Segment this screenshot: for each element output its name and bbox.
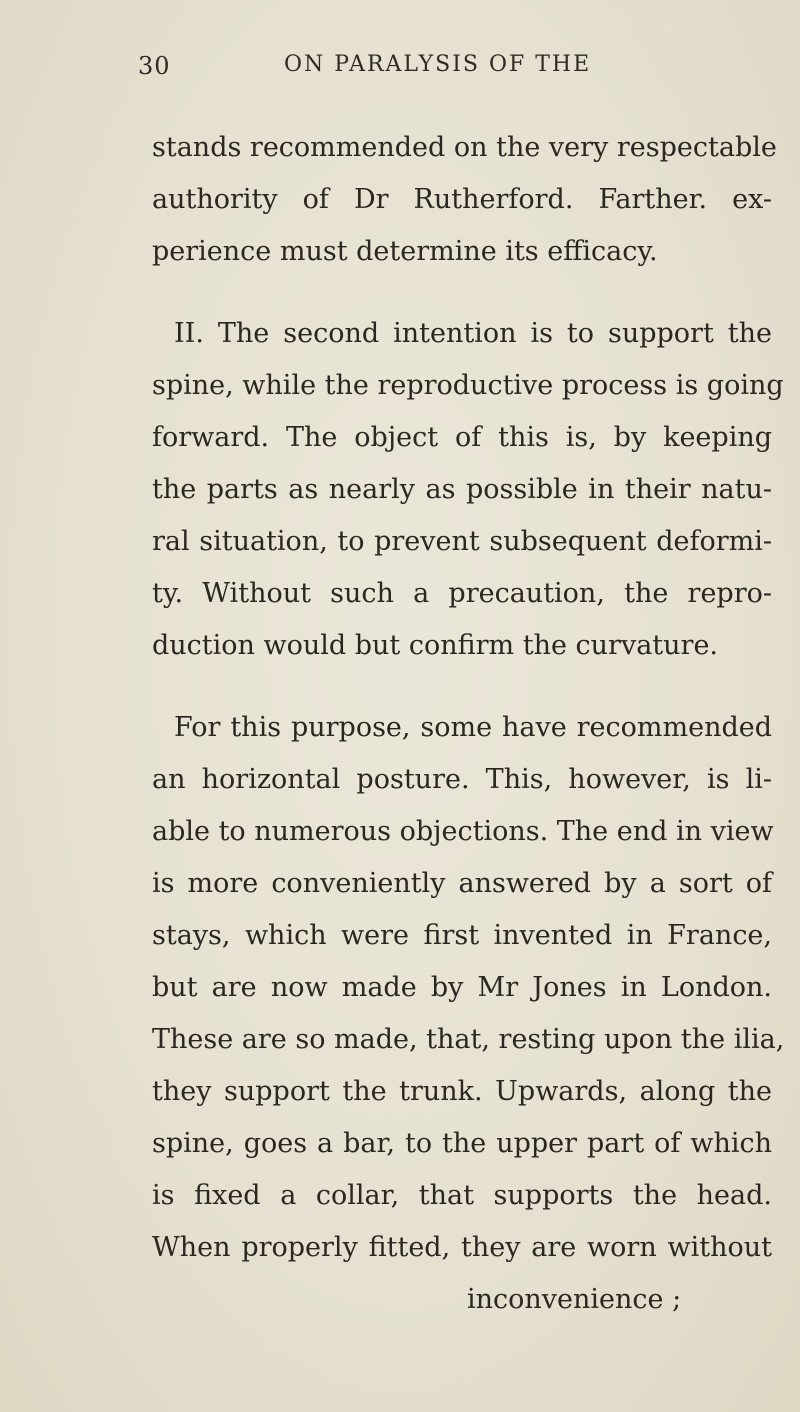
text-line: perience must determine its efficacy. bbox=[152, 236, 658, 267]
text-line: stays, which were first invented in France, bbox=[152, 920, 772, 951]
text-line: is more conveniently answered by a sort of bbox=[152, 868, 772, 899]
text-line: spine, while the reproductive process is going bbox=[152, 370, 784, 401]
text-line: forward. The object of this is, by keeping bbox=[152, 422, 772, 453]
text-line: able to numerous objections. The end in view bbox=[152, 816, 774, 847]
text-line: is fixed a collar, that supports the head. bbox=[152, 1180, 772, 1211]
paragraph-1 bbox=[152, 122, 777, 278]
text-line: ral situation, to prevent subsequent deformi- bbox=[152, 526, 772, 557]
paragraph-3 bbox=[152, 702, 785, 1326]
text-line: the parts as nearly as possible in their natu- bbox=[152, 474, 772, 505]
text-line: These are so made, that, resting upon the ilia, bbox=[152, 1024, 785, 1055]
text-line: they support the trunk. Upwards, along the bbox=[152, 1076, 772, 1107]
text-line: but are now made by Mr Jones in London. bbox=[152, 972, 772, 1003]
text-line: inconvenience ; bbox=[467, 1284, 682, 1315]
text-line: For this purpose, some have recommended bbox=[174, 712, 772, 743]
text-line: an horizontal posture. This, however, is li- bbox=[152, 764, 772, 795]
page-number: 30 bbox=[138, 52, 171, 80]
text-line: When properly fitted, they are worn without bbox=[152, 1232, 772, 1263]
text-line: II. The second intention is to support the bbox=[174, 318, 772, 349]
text-line: duction would but confirm the curvature. bbox=[152, 630, 719, 661]
body-text bbox=[152, 122, 785, 1326]
text-line: spine, goes a bar, to the upper part of which bbox=[152, 1128, 772, 1159]
paragraph-2 bbox=[152, 308, 784, 672]
running-head bbox=[0, 52, 800, 92]
text-line: ty. Without such a precaution, the repro- bbox=[152, 578, 772, 609]
running-title: ON PARALYSIS OF THE bbox=[284, 52, 592, 77]
text-line: authority of Dr Rutherford. Farther. ex- bbox=[152, 184, 772, 215]
text-line: stands recommended on the very respectable bbox=[152, 132, 777, 163]
